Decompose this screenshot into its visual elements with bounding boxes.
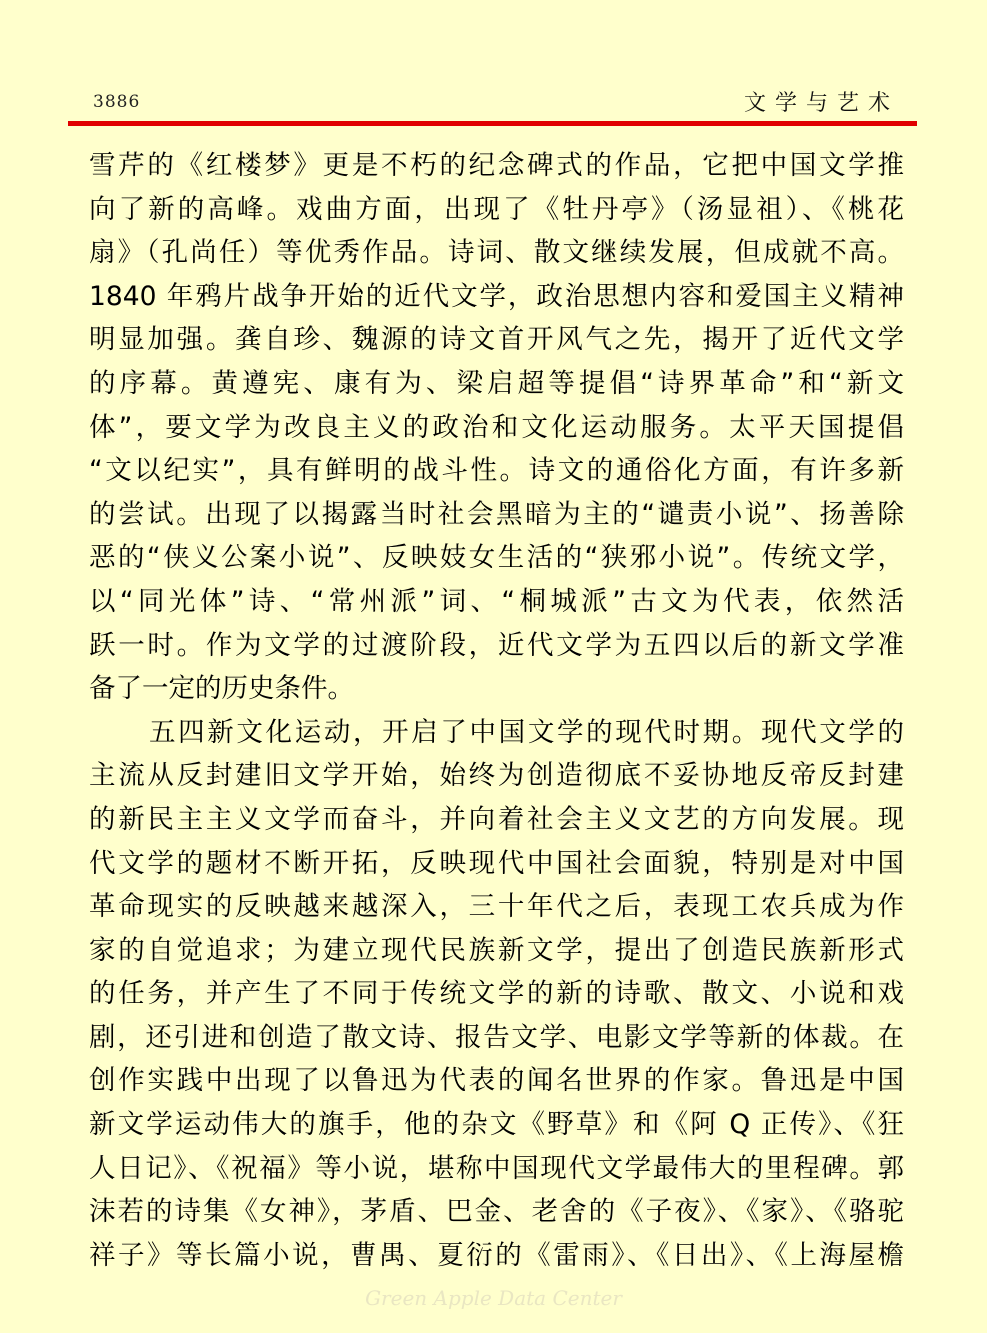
text-line: 以“同光体”诗、“常州派”词、“桐城派”古文为代表，依然活 [89, 585, 904, 617]
text-line: 雪芹的《红楼梦》更是不朽的纪念碑式的作品，它把中国文学推 [89, 150, 904, 181]
text-line: 体”，要文学为改良主义的政治和文化运动服务。太平天国提倡 [89, 411, 904, 443]
text-line: 祥子》等长篇小说，曹禺、夏衍的《雷雨》、《日出》、《上海屋檐 [89, 1239, 904, 1271]
text-line: “文以纪实”，具有鲜明的战斗性。诗文的通俗化方面，有许多新 [89, 455, 904, 487]
text-line: 人日记》、《祝福》等小说，堪称中国现代文学最伟大的里程碑。郭 [89, 1152, 904, 1184]
text-line: 革命现实的反映越来越深入，三十年代之后，表现工农兵成为作 [89, 891, 904, 923]
text-line: 沫若的诗集《女神》，茅盾、巴金、老舍的《子夜》、《家》、《骆驼 [89, 1196, 904, 1228]
text-line: 跃一时。作为文学的过渡阶段，近代文学为五四以后的新文学准 [89, 629, 904, 661]
text-line: 向了新的高峰。戏曲方面，出现了《牡丹亭》（汤显祖）、《桃花 [89, 193, 904, 225]
watermark: Green Apple Data Center [365, 1286, 622, 1310]
text-line: 恶的“侠义公案小说”、反映妓女生活的“狭邪小说”。传统文学， [89, 542, 904, 574]
text-line: 1840 年鸦片战争开始的近代文学，政治思想内容和爱国主义精神 [89, 280, 904, 312]
page-number: 3886 [93, 92, 141, 112]
body-text [89, 144, 904, 1277]
text-line: 的新民主主义文学而奋斗，并向着社会主义文艺的方向发展。现 [89, 803, 904, 835]
text-line: 代文学的题材不断开拓，反映现代中国社会面貌，特别是对中国 [89, 847, 904, 879]
text-line: 主流从反封建旧文学开始，始终为创造彻底不妥协地反帝反封建 [89, 760, 904, 792]
text-line: 新文学运动伟大的旗手，他的杂文《野草》和《阿 Q 正传》、《狂 [89, 1109, 904, 1141]
paragraph-start-line: 五四新文化运动，开启了中国文学的现代时期。现代文学的 [149, 716, 904, 748]
text-line: 的尝试。出现了以揭露当时社会黑暗为主的“谴责小说”、扬善除 [89, 498, 904, 530]
text-line: 的序幕。黄遵宪、康有为、梁启超等提倡“诗界革命”和“新文 [89, 367, 904, 399]
section-title: 文学与艺术 [743, 91, 899, 116]
page-header [0, 0, 987, 130]
paragraph-end-line: 备了一定的历史条件。 [89, 673, 354, 705]
text-line: 扇》（孔尚任）等优秀作品。诗词、散文继续发展，但成就不高。 [89, 237, 904, 269]
text-line: 的任务，并产生了不同于传统文学的新的诗歌、散文、小说和戏 [89, 978, 904, 1010]
text-line: 家的自觉追求；为建立现代民族新文学，提出了创造民族新形式 [89, 934, 904, 966]
text-line: 明显加强。龚自珍、魏源的诗文首开风气之先，揭开了近代文学 [89, 324, 904, 356]
text-line: 创作实践中出现了以鲁迅为代表的闻名世界的作家。鲁迅是中国 [89, 1065, 904, 1097]
text-line: 剧，还引进和创造了散文诗、报告文学、电影文学等新的体裁。在 [89, 1021, 904, 1053]
header-rule [68, 121, 917, 126]
